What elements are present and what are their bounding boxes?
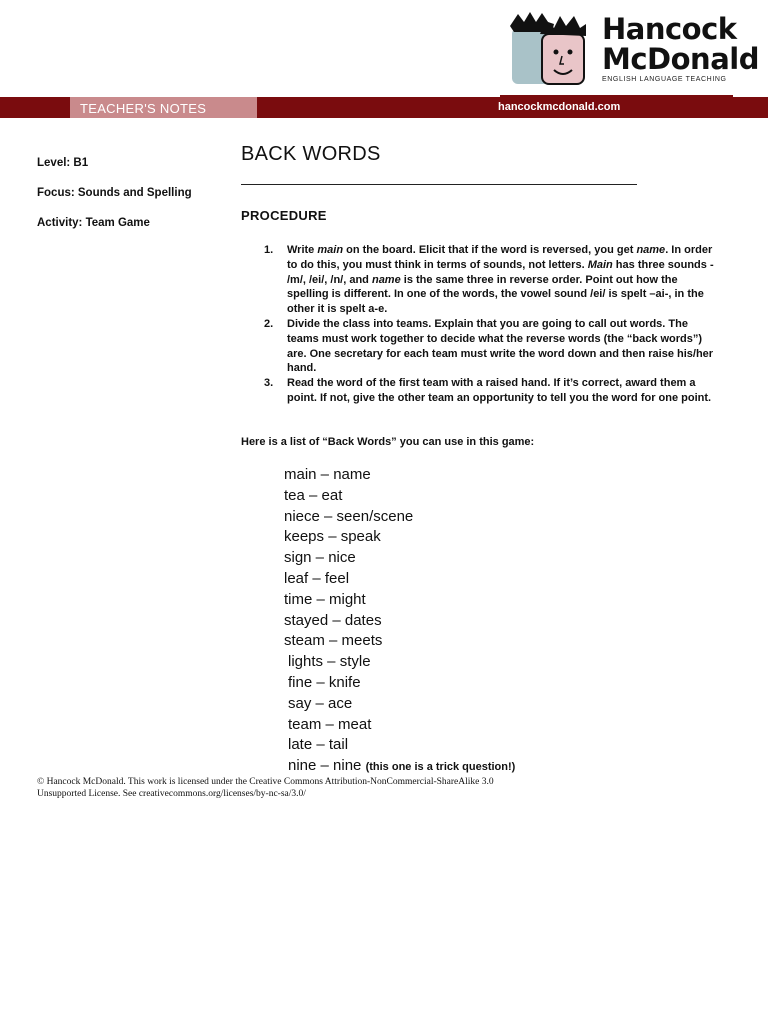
step-number: 3. <box>264 377 274 390</box>
word-pair: steam – meets <box>284 632 383 650</box>
license-notice: © Hancock McDonald. This work is licensed under the Creative Commons Attribution-NonCommercial-ShareAlike 3.0 Unsupported License. See creativecommons.org/licenses/by-nc-sa/3.0/ <box>37 777 494 799</box>
word-pair: niece – seen/scene <box>284 507 414 525</box>
word-pair: say – ace <box>288 694 353 712</box>
level-label: Level: B1 <box>37 157 89 169</box>
procedure-step <box>241 317 716 376</box>
trick-question-note: (this one is a trick question!) <box>365 761 516 774</box>
procedure-step <box>241 376 716 406</box>
teachers-notes-label: TEACHER'S NOTES <box>70 97 257 118</box>
title-underline <box>241 184 637 185</box>
word-pair: stayed – dates <box>284 611 382 629</box>
word-pair: keeps – speak <box>284 528 381 546</box>
step-number: 2. <box>264 317 274 330</box>
step-number: 1. <box>264 244 274 256</box>
word-pair: lights – style <box>288 653 371 671</box>
word-pair: time – might <box>284 590 366 608</box>
word-pair: fine – knife <box>288 673 361 691</box>
word-pair: leaf – feel <box>284 569 350 587</box>
step-text: Read the word of the first team with a raised hand. If it’s correct, award them a point. If not, give the other team an opportunity to tell you the word for one point. <box>287 377 712 404</box>
word-pair: late – tail <box>288 736 349 754</box>
focus-label: Focus: Sounds and Spelling <box>37 187 192 199</box>
word-pair-trick <box>284 756 515 778</box>
procedure-step <box>241 243 716 317</box>
word-pair: tea – eat <box>284 486 343 504</box>
brand-tagline: ENGLISH LANGUAGE TEACHING <box>602 76 727 83</box>
activity-label: Activity: Team Game <box>37 217 150 229</box>
step-text: Write main on the board. Elicit that if the word is reversed, you get name. In order to do this, you must think in terms of sounds, not letters. Main has three sounds - /m/, /ei/, /n/, and name is the same three in reverse order. Point out how the spelling is different. In one of the words, the vowel sound /ei/ is spelt –ai-, in the other it is spelt a-e. <box>287 244 714 316</box>
word-pair: sign – nice <box>284 549 356 567</box>
word-pair: team – meat <box>288 715 372 733</box>
procedure-steps <box>241 243 716 406</box>
page-title: BACK WORDS <box>241 143 381 165</box>
word-list-intro: Here is a list of “Back Words” you can use in this game: <box>241 436 535 448</box>
website-link[interactable]: hancockmcdonald.com <box>498 101 621 113</box>
brand-wordmark <box>602 14 759 83</box>
word-pair: main – name <box>284 466 371 483</box>
word-pair-text: nine – nine <box>288 757 362 775</box>
brand-name-line2: McDonald <box>602 42 759 76</box>
brand-logo <box>508 10 759 88</box>
back-words-list <box>284 465 515 778</box>
step-text: Divide the class into teams. Explain that you are going to call out words. The teams must work together to decide what the reverse words (the “back words”) are. One secretary for each team must write the word down and then raise his/her hand. <box>287 317 714 375</box>
procedure-heading: PROCEDURE <box>241 208 327 223</box>
brand-name-line1: Hancock <box>602 12 737 46</box>
cartoon-faces-icon <box>508 10 598 88</box>
